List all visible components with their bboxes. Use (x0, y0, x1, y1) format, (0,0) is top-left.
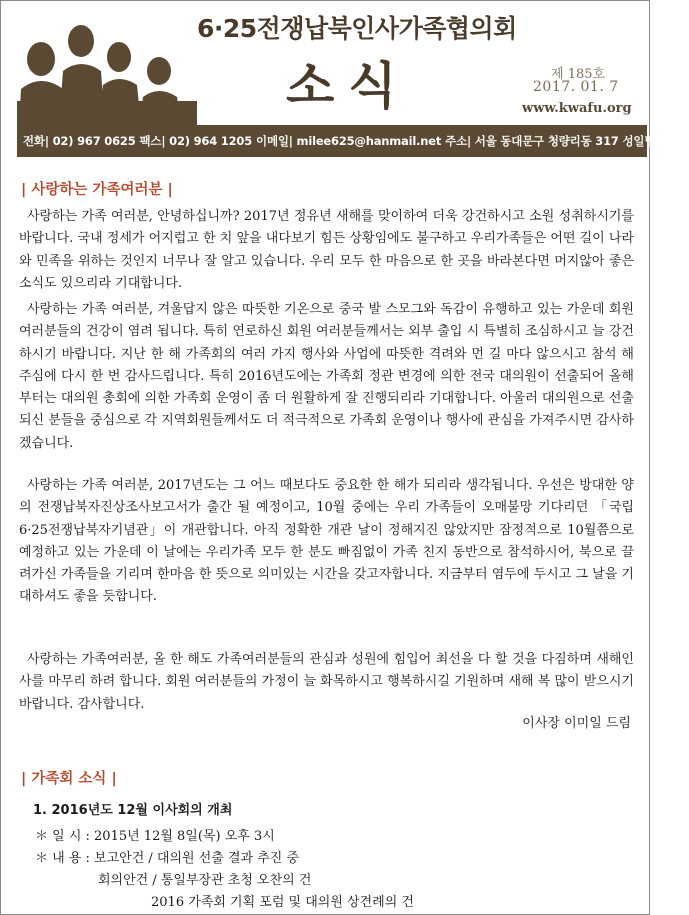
greeting-section-heading: | 사랑하는 가족여러분 | (21, 182, 173, 198)
email-info[interactable]: 이메일| milee625@hanmail.net (256, 134, 442, 148)
news-heading-text: 가족회 소식 (31, 771, 107, 787)
news-item-content-1: ＊ 내 용 : 보고안건 / 대의원 선출 결과 추진 중 (35, 851, 300, 866)
news-item-title: 1. 2016년도 12월 이사회의 개최 (33, 803, 233, 818)
news-item-content-2: 회의안건 / 통일부장관 초청 오찬의 건 (98, 873, 312, 888)
address-info: 주소| 서울 동대문구 청량리동 317 성일빌딩 2층 (445, 134, 689, 148)
news-item-date: ＊ 일 시 : 2015년 12월 8일(목) 오후 3시 (35, 829, 275, 844)
newsletter-title: 소식 (286, 57, 411, 115)
news-item-content-3: 2016 가족회 기획 포럼 및 대의원 상견례의 건 (151, 895, 414, 910)
phone-info: 전화| 02) 967 0625 (23, 134, 136, 148)
issue-number: 제 185호 (551, 67, 606, 82)
contact-bar (17, 125, 689, 157)
greeting-heading-text: 사랑하는 가족여러분 (31, 182, 163, 198)
news-section-heading: | 가족회 소식 | (21, 771, 117, 787)
issue-date: 2017. 01. 7 (533, 79, 619, 95)
organization-title: 6·25전쟁납북인사가족협의회 (197, 14, 517, 43)
greeting-paragraph-4: 사랑하는 가족여러분, 올 한 해도 가족여러분들의 관심과 성원에 힘입어 최선을 다 할 것을 다짐하며 새해인사를 마무리 하려 합니다. 회원 여러분들의 가정이 늘 화목하시고 행복하시길 기원하며 새해 복 많이 받으시기 바랍니다. 감사합니다. (19, 652, 634, 712)
signature: 이사장 이미일 드림 (522, 716, 631, 731)
masthead (1, 1, 689, 166)
greeting-paragraph-1: 사랑하는 가족 여러분, 안녕하십니까? 2017년 정유년 새해를 맞이하여 더욱 강건하시고 소원 성취하시기를 바랍니다. 국내 정세가 어지럽고 한 치 앞을 내다보기 힘든 상황임에도 불구하고 우리가족들은 어떤 길이 나라와 민족을 위하는 것인지 너무나 잘 알고 있습니다. 우리 모두 한 마음으로 한 곳을 바라본다면 머지않아 좋은 소식도 있으리라 기대합니다. (19, 209, 634, 291)
greeting-paragraph-3: 사랑하는 가족 여러분, 2017년도는 그 어느 때보다도 중요한 한 해가 되리라 생각됩니다. 우선은 방대한 양의 전쟁납북자진상조사보고서가 출간 될 예정이고, 10월 중에는 우리 가족들이 오매불망 기다리던 「국립 6·25전쟁납북자기념관」이 개관합니다. 아직 정확한 개관 날이 정해지진 않았지만 잠정적으로 10월쯤으로 예정하고 있는 가운데 이 날에는 우리가족 모두 한 분도 빠짐없이 가족 친지 동반으로 참석하시어, 북으로 끌려가신 가족들을 기리며 한마음 한 뜻으로 의미있는 시간을 갖고자합니다. 지금부터 염두에 두시고 그 날을 기대하셔도 좋을 듯합니다. (19, 478, 634, 605)
greeting-paragraph-2: 사랑하는 가족 여러분, 겨울답지 않은 따뜻한 기온으로 중국 발 스모그와 독감이 유행하고 있는 가운데 회원 여러분들의 건강이 염려 됩니다. 특히 연로하신 회원 여러분들께서는 외부 출입 시 특별히 조심하시고 늘 강건하시기 바랍니다. 지난 한 해 가족회의 여러 가지 행사와 사업에 따뜻한 격려와 먼 길 마다 않으시고 참석 해 주심에 다시 한 번 감사드립니다. 특히 2016년도에는 가족회 정관 변경에 의한 전국 대의원이 선출되어 올해부터는 대의원 총회에 의한 가족회 운영이 좀 더 원활하게 잘 진행되리라 기대합니다. 아울러 대의원으로 선출 되신 분들을 중심으로 각 지역회원들께서도 더 적극적으로 가족회 운영이나 행사에 관심을 가져주시면 감사하겠습니다. (19, 302, 634, 451)
fax-info: 팩스| 02) 964 1205 (139, 134, 253, 148)
website-link[interactable]: www.kwafu.org (522, 101, 632, 116)
